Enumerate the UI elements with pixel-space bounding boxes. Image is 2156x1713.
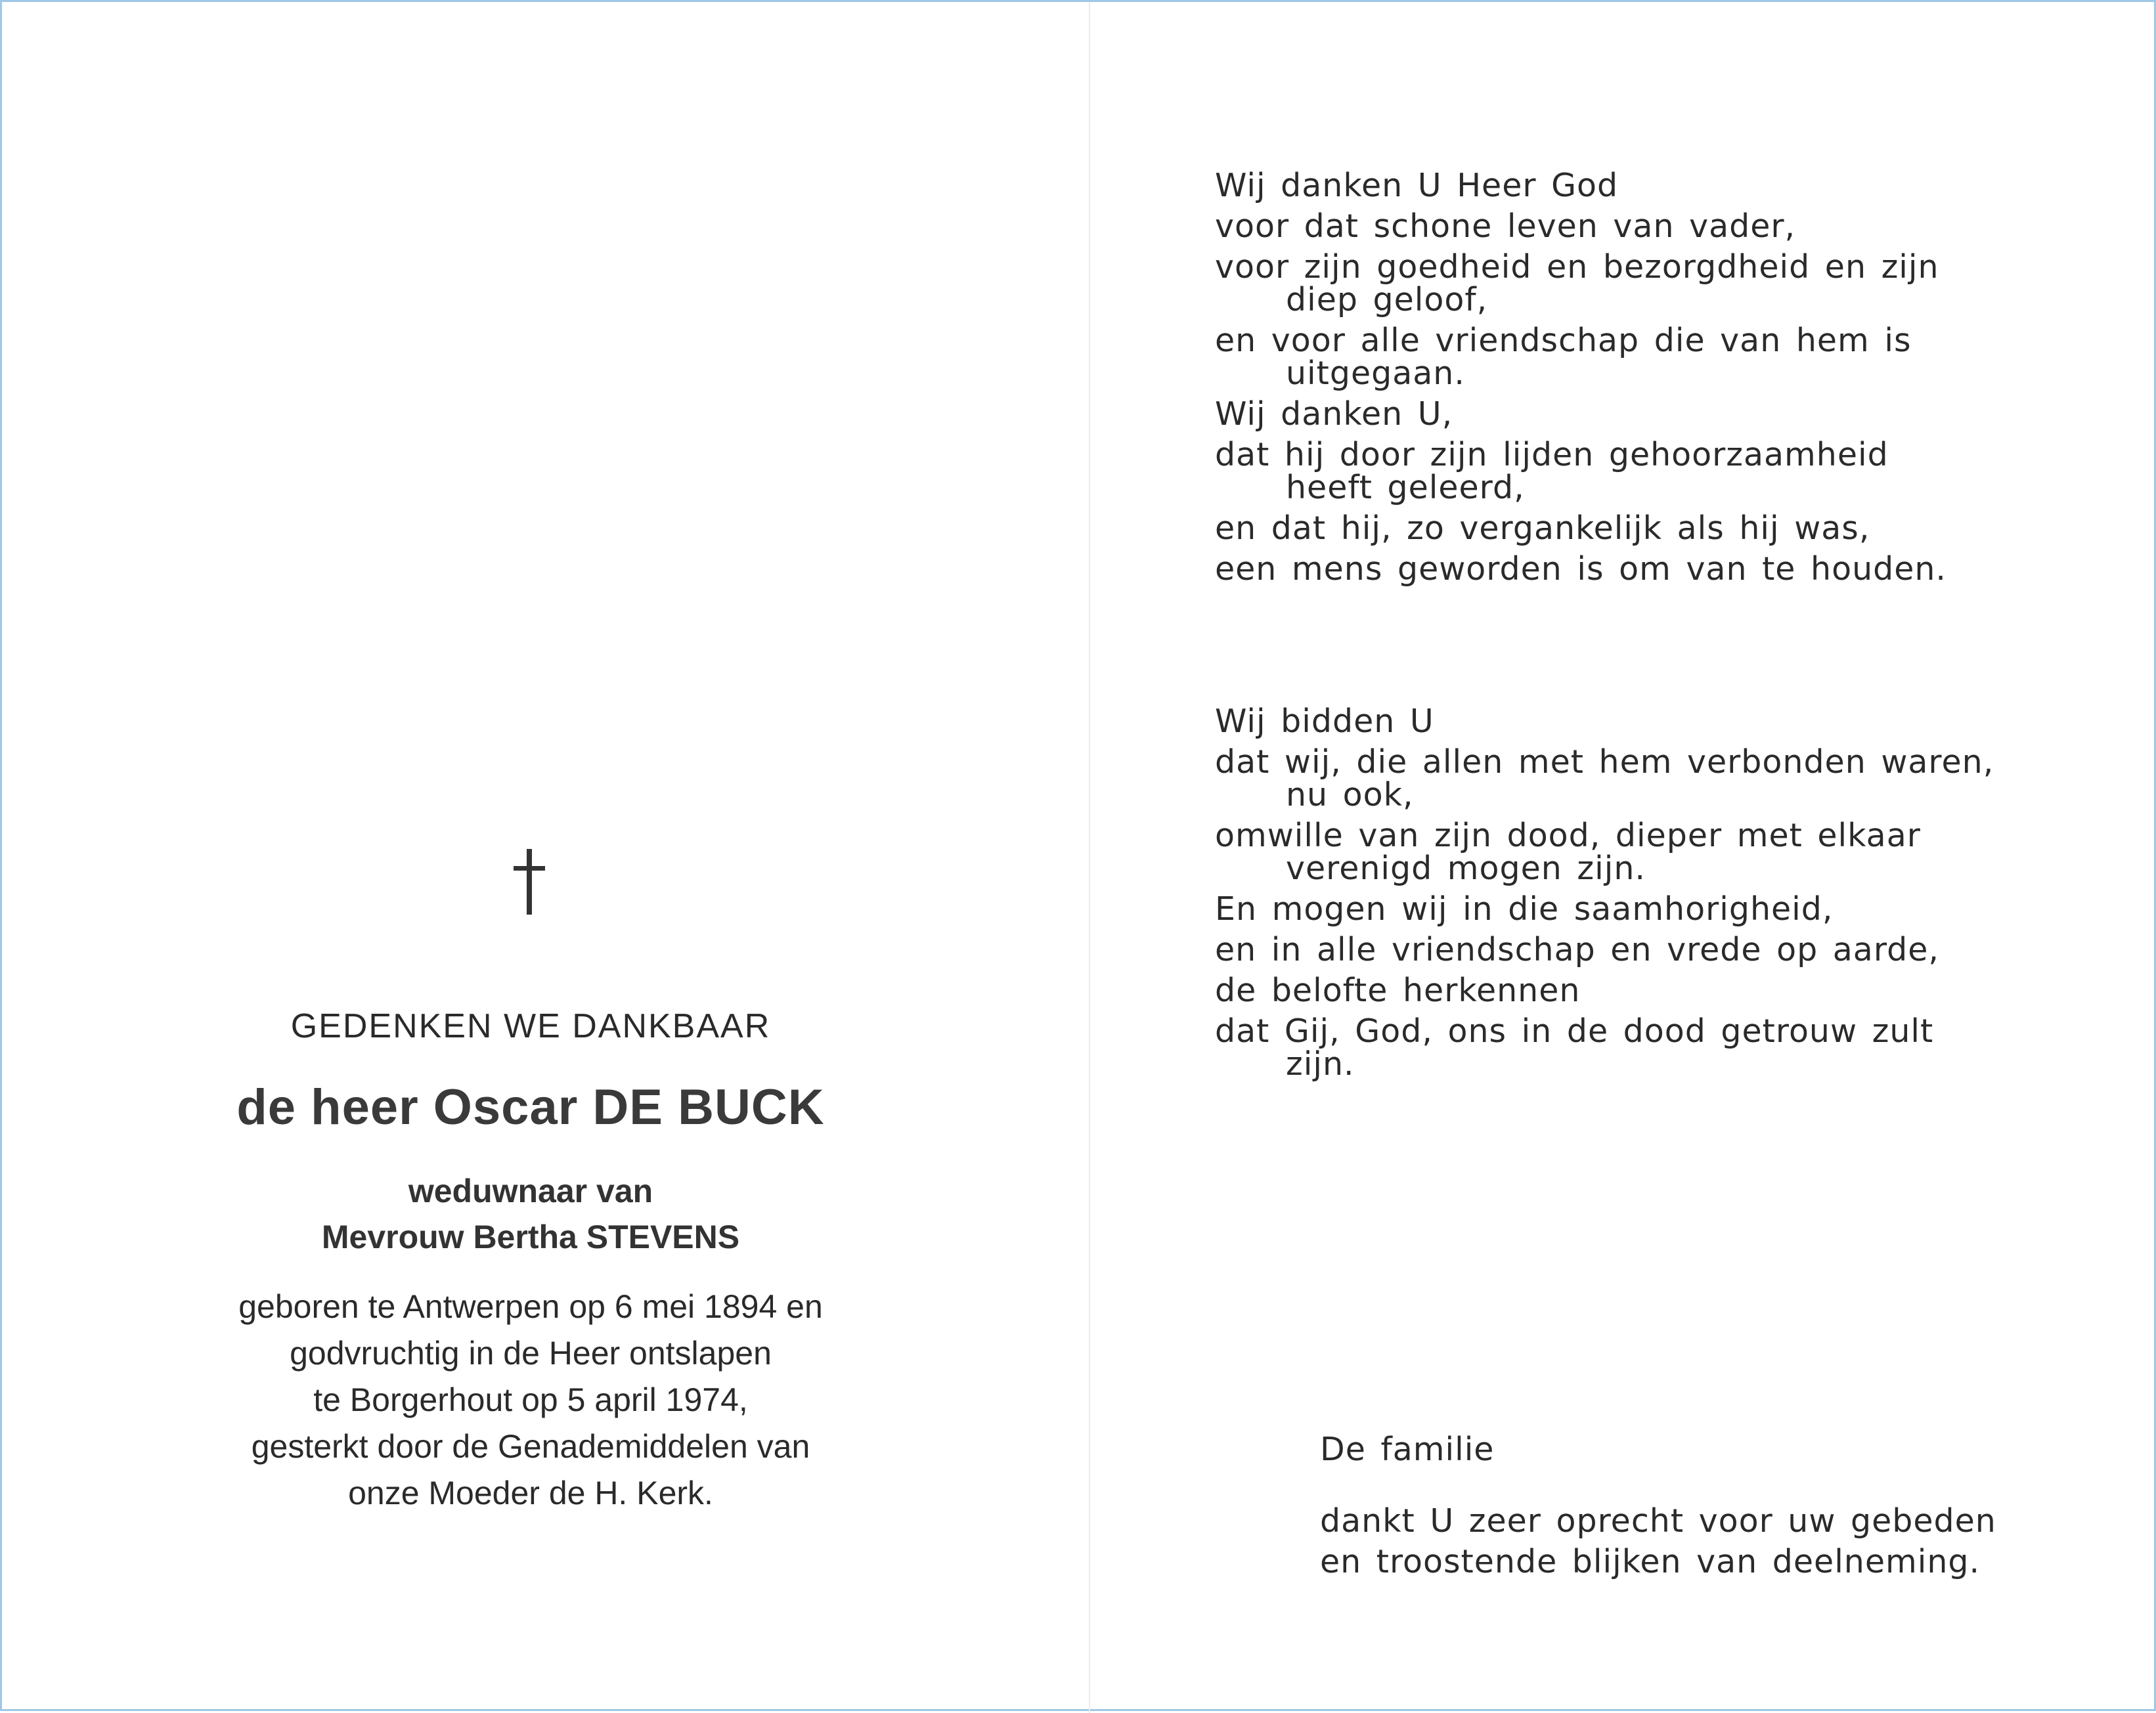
poem-line: voor zijn goedheid en bezorgdheid en zijn <box>1215 248 1939 286</box>
prayer-stanza-1 <box>1215 167 2134 592</box>
widower-of-label: weduwnaar van <box>408 1173 653 1209</box>
poem-line: diep geloof, <box>1286 281 1488 318</box>
poem-line: en in alle vriendschap en vrede op aarde, <box>1215 931 1939 968</box>
poem-line: uitgegaan. <box>1286 355 1465 392</box>
thanks-line: en troostende blijken van deelneming. <box>1320 1543 1981 1580</box>
poem-line: de belofte herkennen <box>1215 972 1581 1009</box>
bio-line: gesterkt door de Genademiddelen van <box>251 1428 810 1465</box>
poem-line: een mens geworden is om van te houden. <box>1215 550 1947 588</box>
deceased-name: de heer Oscar DE BUCK <box>236 1079 825 1135</box>
thanks-line: dankt U zeer oprecht voor uw gebeden <box>1320 1502 1996 1540</box>
poem-line: Wij bidden U <box>1215 703 1434 740</box>
poem-line: voor dat schone leven van vader, <box>1215 207 1796 245</box>
cross-icon <box>510 849 549 915</box>
poem-line: zijn. <box>1286 1045 1355 1083</box>
family-thanks <box>1320 1501 2141 1582</box>
right-panel <box>1090 2 2156 1713</box>
poem-line: dat Gij, God, ons in de dood getrouw zult <box>1215 1012 1934 1050</box>
poem-line: en voor alle vriendschap die van hem is <box>1215 322 1912 359</box>
family-label: De familie <box>1320 1431 1495 1468</box>
left-panel <box>2 2 1089 1713</box>
biography <box>120 1284 941 1517</box>
poem-line: Wij danken U Heer God <box>1215 167 1619 204</box>
poem-line: heeft geleerd, <box>1286 469 1525 506</box>
poem-line: omwille van zijn dood, dieper met elkaar <box>1215 817 1921 854</box>
poem-line: Wij danken U, <box>1215 395 1453 433</box>
bio-line: geboren te Antwerpen op 6 mei 1894 en <box>238 1288 823 1325</box>
memorial-heading: GEDENKEN WE DANKBAAR <box>290 1007 771 1045</box>
bio-line: onze Moeder de H. Kerk. <box>348 1475 713 1511</box>
bio-line: godvruchtig in de Heer ontslapen <box>290 1335 772 1372</box>
spouse-name: Mevrouw Bertha STEVENS <box>321 1219 740 1255</box>
poem-line: nu ook, <box>1286 776 1414 813</box>
poem-line: dat wij, die allen met hem verbonden waren, <box>1215 743 1994 781</box>
poem-line: en dat hij, zo vergankelijk als hij was, <box>1215 510 1870 547</box>
poem-line: verenigd mogen zijn. <box>1286 850 1646 887</box>
poem-line: En mogen wij in die saamhorigheid, <box>1215 890 1834 928</box>
bio-line: te Borgerhout op 5 april 1974, <box>313 1381 748 1418</box>
prayer-stanza-2 <box>1215 703 2134 1087</box>
poem-line: dat hij door zijn lijden gehoorzaamheid <box>1215 436 1889 473</box>
